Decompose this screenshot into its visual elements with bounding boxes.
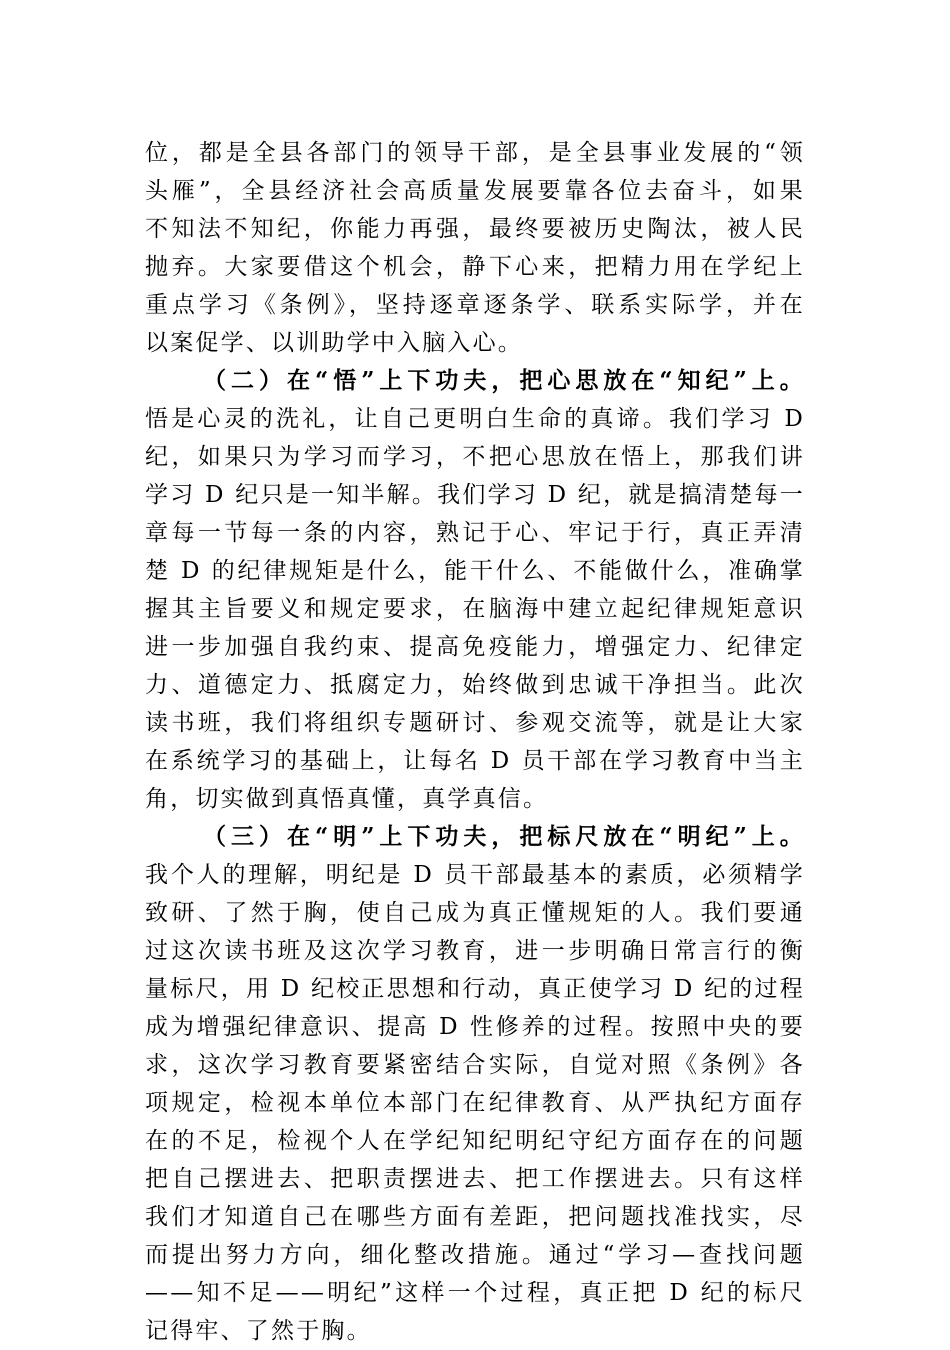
text-line: 不知法不知纪，你能力再强，最终要被历史陶汰，被人民 — [145, 216, 805, 242]
text-line: 求，这次学习教育要紧密结合实际，自觉对照《条例》各 — [145, 1052, 805, 1078]
text-line: 我个人的理解，明纪是 D 员干部最基本的素质，必须精学 — [145, 862, 805, 888]
text-line: ——知不足——明纪”这样一个过程，真正把 D 纪的标尺 — [145, 1280, 805, 1306]
text-line: 头雁”，全县经济社会高质量发展要靠各位去奋斗，如果 — [145, 178, 805, 204]
section-heading: （三）在“明”上下功夫，把标尺放在“明纪”上。 — [203, 823, 805, 850]
text-line: 握其主旨要义和规定要求，在脑海中建立起纪律规矩意识 — [145, 596, 805, 622]
text-line: 在系统学习的基础上，让每名 D 员干部在学习教育中当主 — [145, 748, 805, 774]
text-line: 悟是心灵的洗礼，让自己更明白生命的真谛。我们学习 D — [145, 406, 805, 432]
text-line: 而提出努力方向，细化整改措施。通过“学习—查找问题 — [145, 1242, 805, 1268]
text-line: 在的不足，检视个人在学纪知纪明纪守纪方面存在的问题 — [145, 1128, 805, 1154]
text-line: 我们才知道自己在哪些方面有差距，把问题找准找实，尽 — [145, 1204, 805, 1230]
text-line: 章每一节每一条的内容，熟记于心、牢记于行，真正弄清 — [145, 520, 805, 546]
text-line: 力、道德定力、抵腐定力，始终做到忠诚干净担当。此次 — [145, 672, 805, 698]
text-line: 纪，如果只为学习而学习，不把心思放在悟上，那我们讲 — [145, 444, 805, 470]
text-line: 记得牢、了然于胸。 — [145, 1318, 372, 1344]
text-line: 过这次读书班及这次学习教育，进一步明确日常言行的衡 — [145, 938, 805, 964]
text-line: 以案促学、以训助学中入脑入心。 — [145, 330, 523, 356]
text-line: 成为增强纪律意识、提高 D 性修养的过程。按照中央的要 — [145, 1014, 805, 1040]
text-line: 重点学习《条例》，坚持逐章逐条学、联系实际学，并在 — [145, 292, 805, 318]
document-page — [145, 134, 805, 1350]
text-line: 读书班，我们将组织专题研讨、参观交流等，就是让大家 — [145, 710, 805, 736]
text-line: 抛弃。大家要借这个机会，静下心来，把精力用在学纪上 — [145, 254, 805, 280]
text-line: 把自己摆进去、把职责摆进去、把工作摆进去。只有这样 — [145, 1166, 805, 1192]
text-line: 量标尺，用 D 纪校正思想和行动，真正使学习 D 纪的过程 — [145, 976, 805, 1002]
text-line: 进一步加强自我约束、提高免疫能力，增强定力、纪律定 — [145, 634, 805, 660]
text-line: 楚 D 的纪律规矩是什么，能干什么、不能做什么，准确掌 — [145, 558, 805, 584]
text-line: 角，切实做到真悟真懂，真学真信。 — [145, 786, 549, 812]
text-line: 位，都是全县各部门的领导干部，是全县事业发展的“领 — [145, 140, 805, 166]
text-line: 项规定，检视本单位本部门在纪律教育、从严执纪方面存 — [145, 1090, 805, 1116]
text-line: 致研、了然于胸，使自己成为真正懂规矩的人。我们要通 — [145, 900, 805, 926]
section-heading: （二）在“悟”上下功夫，把心思放在“知纪”上。 — [203, 367, 805, 394]
text-line: 学习 D 纪只是一知半解。我们学习 D 纪，就是搞清楚每一 — [145, 482, 805, 508]
